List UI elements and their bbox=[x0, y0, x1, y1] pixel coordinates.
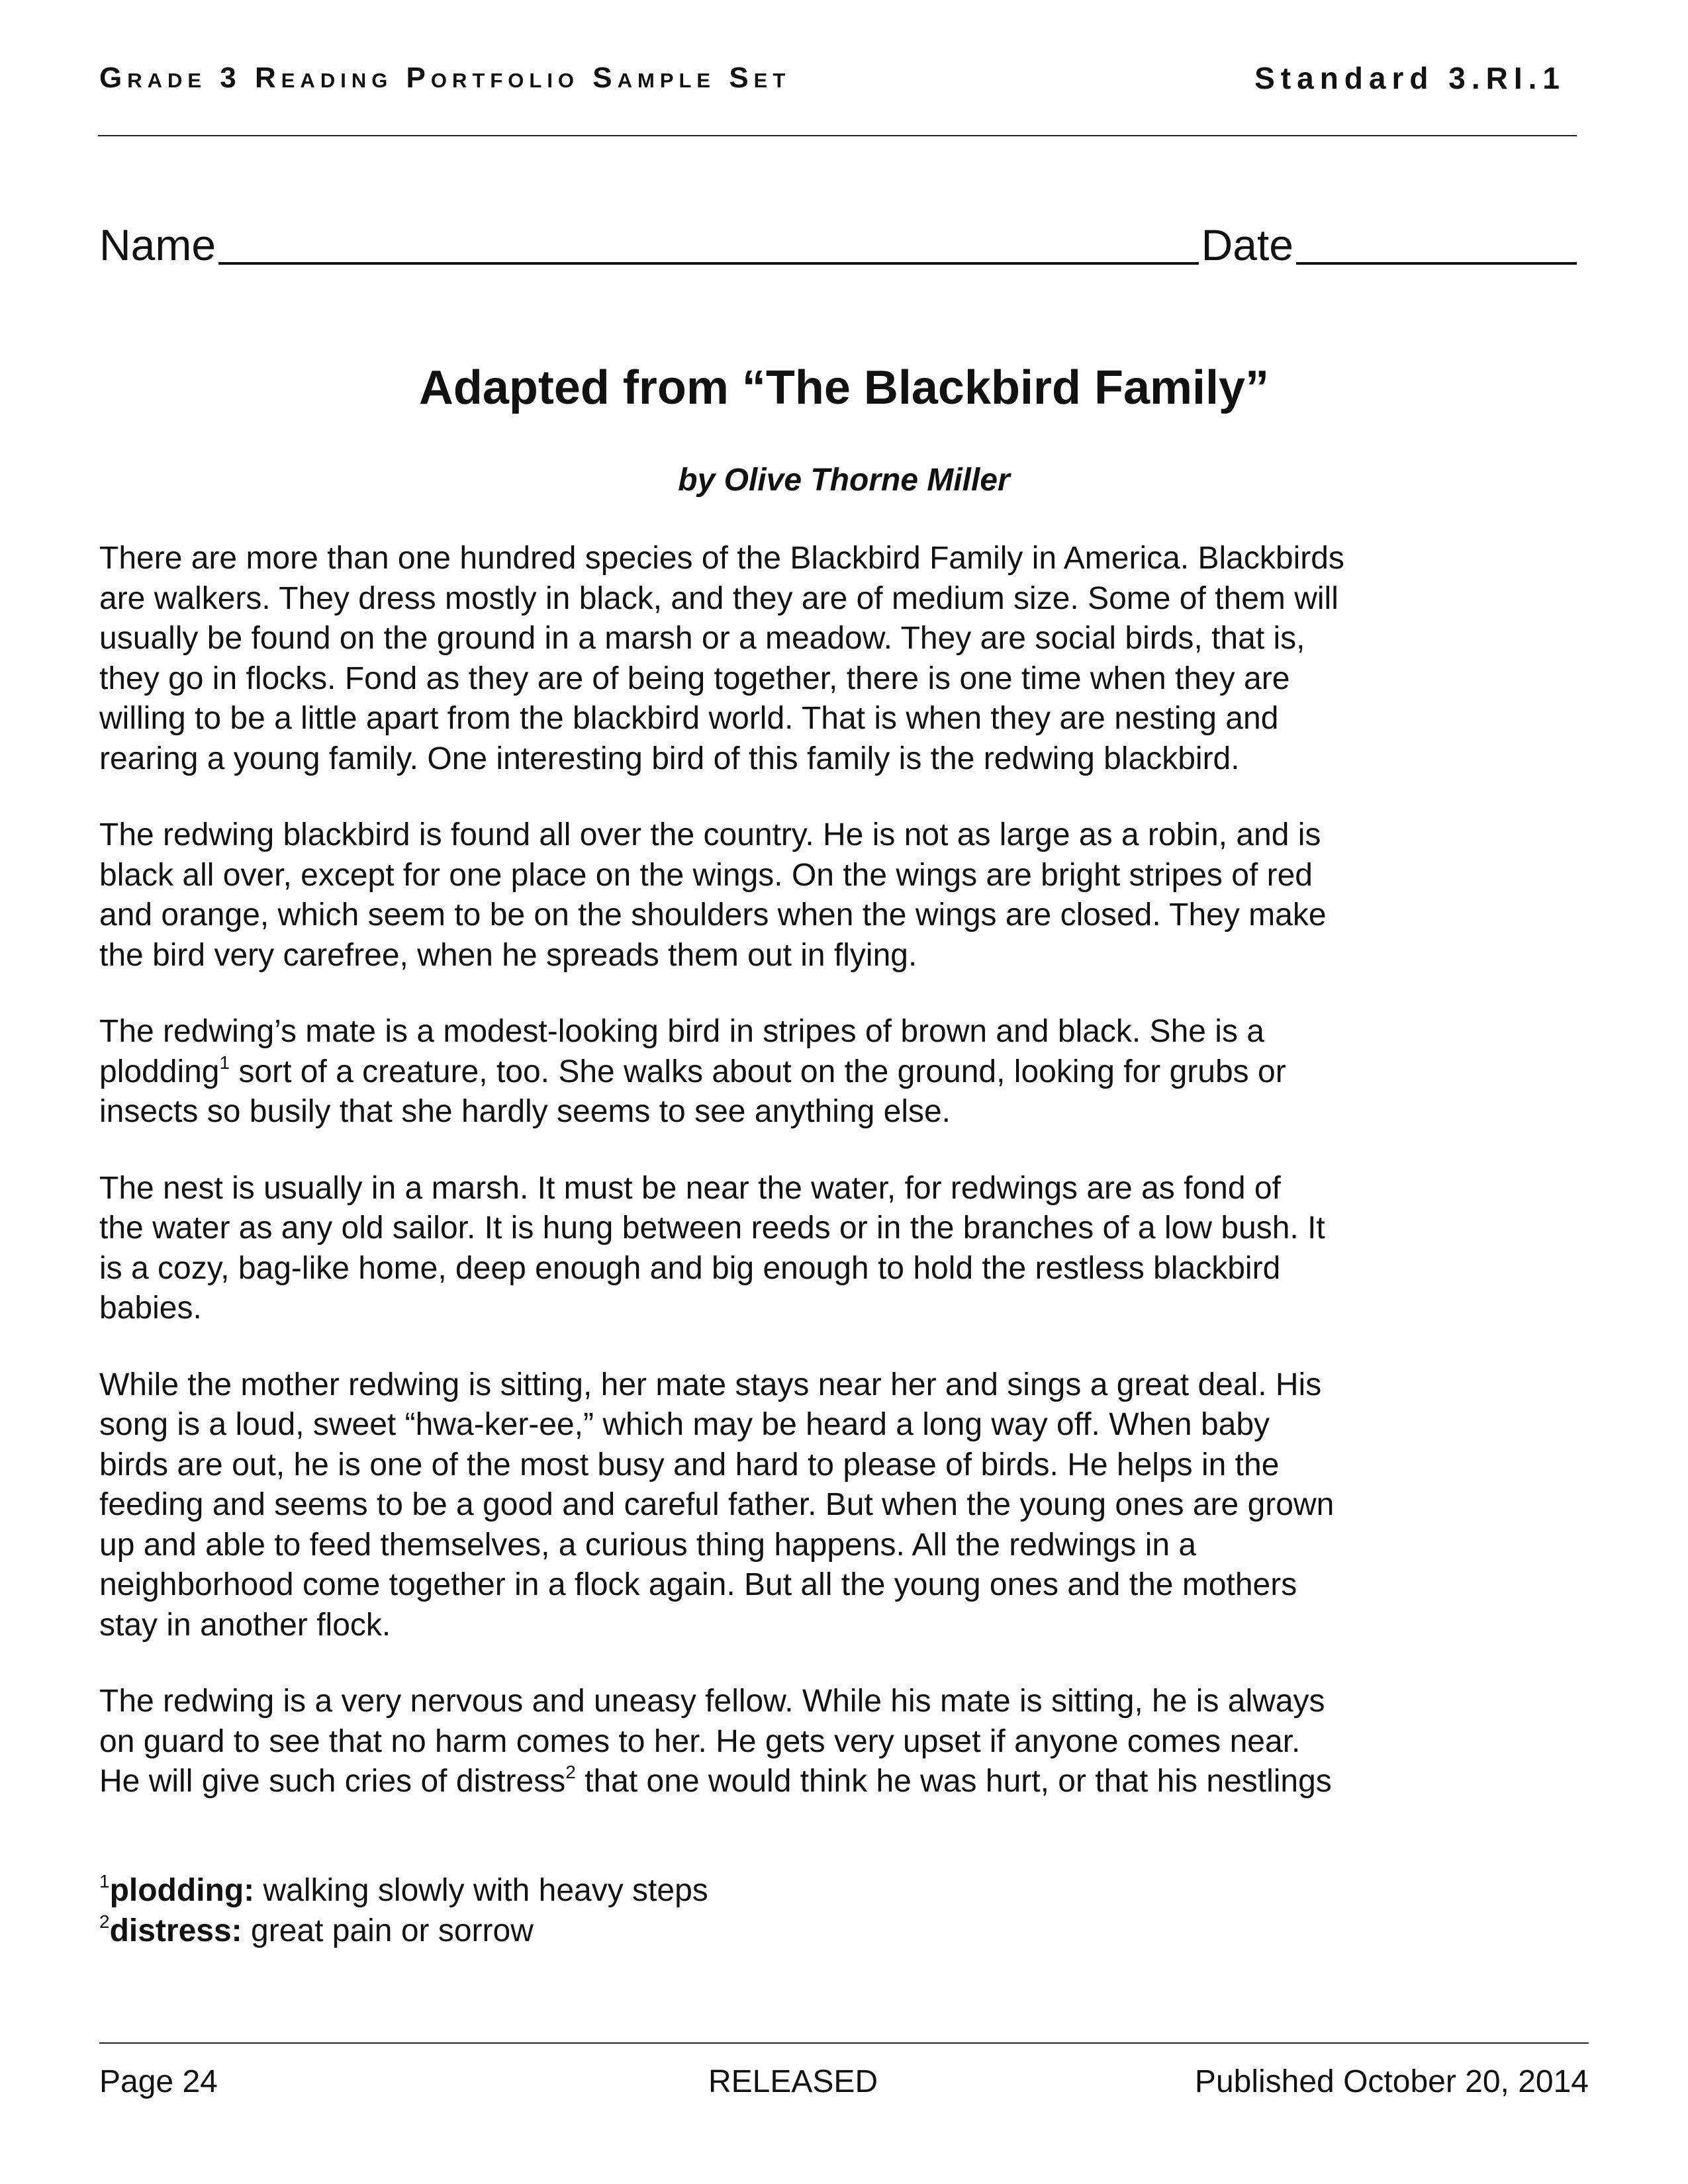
paragraph-6-text-a: The redwing is a very nervous and uneasy fellow. While his mate is sitting, he is always on guard to see that no harm comes to her. He gets very upset if anyone comes near. He will give such cries of distress bbox=[99, 1684, 1325, 1799]
footnote-term: distress: bbox=[109, 1913, 242, 1948]
page-footer bbox=[99, 2064, 1589, 2103]
footnote-number: 1 bbox=[99, 1871, 110, 1891]
footnote-ref-1: 1 bbox=[219, 1052, 230, 1073]
passage-author: by Olive Thorne Miller bbox=[678, 463, 1010, 498]
name-date-row bbox=[99, 217, 1577, 270]
paragraph-2: The redwing blackbird is found all over the country. He is not as large as a robin, and is black all over, except for one place on the wings. On the wings are bright stripes of red and orange, which seem to be on the shoulders when the wings are closed. They make the bird very carefree, when he spreads them out in flying. bbox=[99, 817, 1327, 973]
header-divider bbox=[98, 135, 1577, 136]
footnote-ref-2: 2 bbox=[565, 1762, 576, 1782]
paragraph-6-text-b: that one would think he was hurt, or that his nestlings bbox=[575, 1764, 1332, 1799]
page-header bbox=[99, 58, 1566, 98]
footnotes bbox=[99, 1870, 708, 1951]
paragraph-6 bbox=[99, 1682, 1589, 1802]
footnote-definition: great pain or sorrow bbox=[242, 1913, 534, 1948]
footer-divider bbox=[99, 2042, 1589, 2044]
footnote-definition: walking slowly with heavy steps bbox=[254, 1873, 708, 1908]
passage-title: Adapted from “The Blackbird Family” bbox=[418, 361, 1270, 414]
page-number: Page 24 bbox=[99, 2064, 218, 2099]
paragraph-1: There are more than one hundred species of the Blackbird Family in America. Blackbirds are walkers. They dress mostly in black, and they are of medium size. Some of them will usually be found on the ground in a marsh or a meadow. They are social birds, that is, they go in flocks. Fond as they are of being together, there is one time when they are willing to be a little apart from the blackbird world. That is when they are nesting and rearing a young family. One interesting bird of this family is the redwing blackbird. bbox=[99, 541, 1344, 776]
date-blank-line bbox=[1296, 262, 1577, 265]
publish-date: Published October 20, 2014 bbox=[1194, 2064, 1589, 2099]
paragraph-5: While the mother redwing is sitting, her mate stays near her and sings a great deal. His song is a loud, sweet “hwa-ker-ee,” which may be heard a long way off. When baby birds are out, he is one of the most busy and hard to please of birds. He helps in the feeding and seems to be a good and careful father. But when the young ones are grown up and able to feed themselves, a curious thing happens. All the redwings in a neighborhood come together in a flock again. But all the young ones and the mothers stay in another flock. bbox=[99, 1367, 1335, 1643]
portfolio-title: Grade 3 Reading Portfolio Sample Set bbox=[99, 62, 791, 94]
name-blank-line bbox=[218, 262, 1199, 265]
paragraph-4: The nest is usually in a marsh. It must be near the water, for redwings are as fond of the water as any old sailor. It is hung between reeds or in the branches of a low bush. It is a cozy, bag-like home, deep enough and big enough to hold the restless blackbird babies. bbox=[99, 1170, 1325, 1326]
footnote-2 bbox=[99, 1911, 708, 1951]
paragraph-3-text-a: The redwing’s mate is a modest-looking bird in stripes of brown and black. She is a plodding bbox=[99, 1014, 1264, 1089]
paragraph-3 bbox=[99, 1012, 1589, 1132]
footnote-term: plodding: bbox=[109, 1873, 255, 1908]
standard-code: Standard 3.RI.1 bbox=[1254, 61, 1566, 95]
passage-body bbox=[99, 539, 1589, 1839]
paragraph-3-text-b: sort of a creature, too. She walks about on the ground, looking for grubs or insects so busily that she hardly seems to see anything else. bbox=[99, 1054, 1286, 1129]
date-label: Date bbox=[1201, 220, 1293, 269]
name-label: Name bbox=[99, 220, 216, 269]
footnote-number: 2 bbox=[99, 1911, 110, 1932]
footnote-1 bbox=[99, 1870, 708, 1911]
release-status: RELEASED bbox=[708, 2064, 878, 2099]
